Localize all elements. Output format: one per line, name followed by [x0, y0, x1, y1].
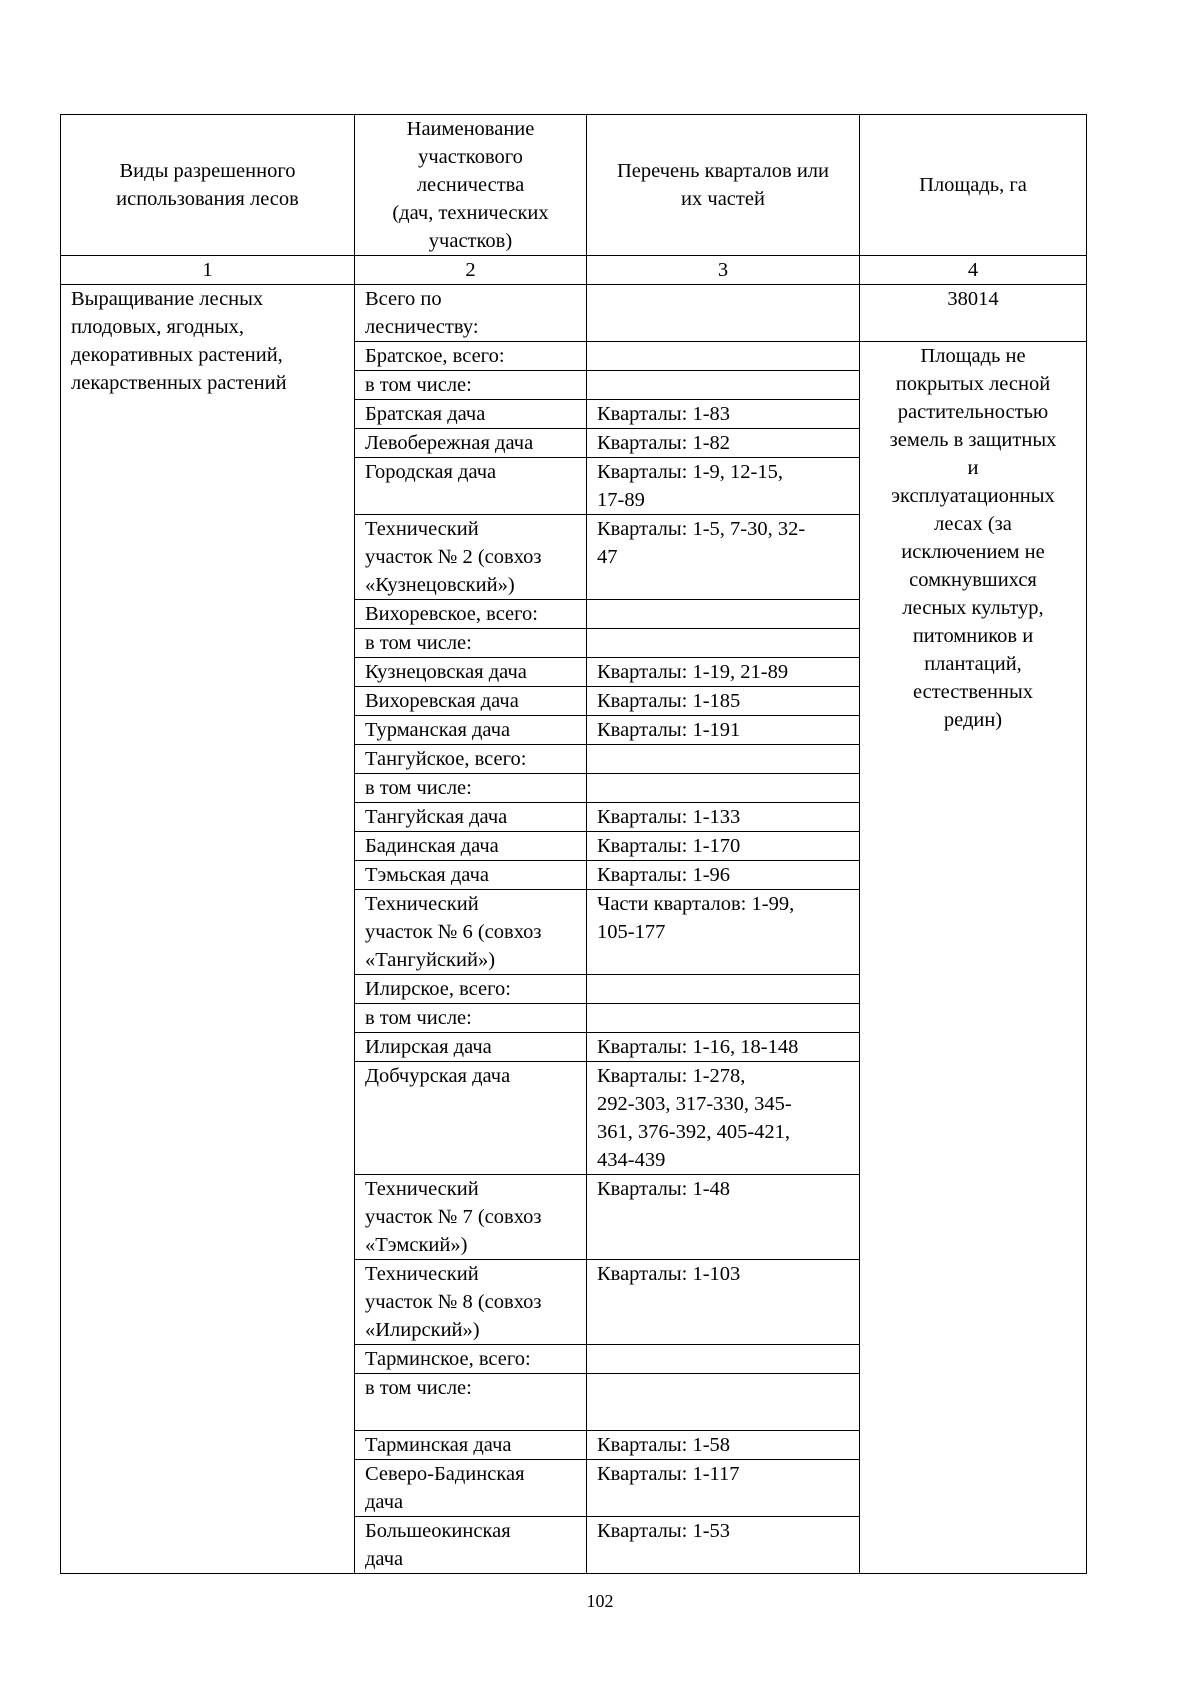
text-line: Площадь не	[920, 345, 1026, 367]
text-line: Кварталы: 1-82	[597, 432, 731, 454]
forestry-name-cell	[355, 687, 587, 716]
text-line: Тэмьская дача	[365, 864, 489, 886]
quarters-cell	[587, 1431, 860, 1460]
forestry-name-cell	[355, 629, 587, 658]
total-area-cell: 38014	[860, 285, 1087, 342]
text-line: Кварталы: 1-5, 7-30, 32-	[597, 518, 806, 540]
text-line: и	[967, 457, 979, 479]
forestry-name-cell	[355, 861, 587, 890]
quarters-cell	[587, 745, 860, 774]
text-line: их частей	[681, 188, 765, 210]
text-line: Перечень кварталов или	[617, 160, 829, 182]
text-line: участок № 8 (совхоз	[365, 1291, 542, 1313]
column-number: 3	[587, 256, 860, 285]
quarters-cell	[587, 832, 860, 861]
text-line: Братская дача	[365, 403, 486, 425]
text-line: «Кузнецовский»)	[365, 574, 515, 596]
text-line: дача	[365, 1548, 404, 1570]
forestry-name-cell	[355, 745, 587, 774]
text-line: Кварталы: 1-170	[597, 835, 741, 857]
text-line: использования лесов	[116, 188, 299, 210]
text-line: Кварталы: 1-48	[597, 1178, 731, 1200]
quarters-cell	[587, 687, 860, 716]
text-line: редин)	[943, 709, 1003, 731]
forest-use-table	[60, 114, 1087, 1574]
text-line: в том числе:	[365, 777, 472, 799]
text-line: декоративных растений,	[71, 344, 283, 366]
text-line: Вихоревское, всего:	[365, 603, 538, 625]
column-numbers-row	[61, 256, 1087, 285]
quarters-cell	[587, 1517, 860, 1574]
text-line: Илирская дача	[365, 1036, 492, 1058]
header-row	[61, 115, 1087, 256]
forestry-name-cell	[355, 285, 587, 342]
text-line: Части кварталов: 1-99,	[597, 893, 795, 915]
text-line: Технический	[365, 518, 479, 540]
text-line: покрытых лесной	[895, 373, 1051, 395]
text-line: (дач, технических	[392, 202, 549, 224]
forestry-name-cell	[355, 1431, 587, 1460]
text-line: участок № 2 (совхоз	[365, 546, 542, 568]
column-number: 1	[61, 256, 355, 285]
text-line: Площадь, га	[919, 174, 1027, 196]
forestry-name-cell	[355, 342, 587, 371]
quarters-cell	[587, 1345, 860, 1374]
text-line: участкового	[418, 146, 523, 168]
forestry-name-cell	[355, 1004, 587, 1033]
text-line: Кварталы: 1-185	[597, 690, 741, 712]
text-line: лесах (за	[934, 513, 1012, 535]
text-line: Большеокинская	[365, 1520, 511, 1542]
text-line: лекарственных растений	[71, 372, 287, 394]
forestry-name-cell	[355, 975, 587, 1004]
forestry-name-cell	[355, 1517, 587, 1574]
text-line: питомников и	[912, 625, 1034, 647]
text-line: Бадинская дача	[365, 835, 499, 857]
forestry-name-cell	[355, 600, 587, 629]
header-use-type	[61, 115, 355, 256]
forestry-name-cell	[355, 658, 587, 687]
text-line: «Тэмский»)	[365, 1234, 468, 1256]
text-line: Кварталы: 1-103	[597, 1263, 741, 1285]
quarters-cell	[587, 429, 860, 458]
text-line: 47	[597, 546, 618, 568]
text-line: 17-89	[597, 489, 645, 511]
forestry-name-cell	[355, 400, 587, 429]
forestry-name-cell	[355, 1033, 587, 1062]
quarters-cell	[587, 890, 860, 975]
quarters-cell	[587, 1033, 860, 1062]
quarters-cell	[587, 1260, 860, 1345]
text-line: Кварталы: 1-9, 12-15,	[597, 461, 784, 483]
text-line: исключением не	[901, 541, 1045, 563]
quarters-cell	[587, 1374, 860, 1431]
quarters-cell	[587, 458, 860, 515]
text-line: участков)	[428, 230, 513, 252]
text-line: Северо-Бадинская	[365, 1463, 525, 1485]
text-line	[365, 1149, 370, 1171]
text-line: Турманская дача	[365, 719, 511, 741]
forestry-name-cell	[355, 890, 587, 975]
forestry-name-cell	[355, 716, 587, 745]
forestry-name-cell	[355, 1175, 587, 1260]
quarters-cell	[587, 658, 860, 687]
use-type-cell	[61, 285, 355, 1574]
text-line: Добчурская дача	[365, 1065, 511, 1087]
forestry-name-cell	[355, 832, 587, 861]
forestry-name-cell	[355, 1374, 587, 1431]
text-line: сомкнувшихся	[909, 569, 1037, 591]
text-line: в том числе:	[365, 1377, 472, 1399]
forestry-name-cell	[355, 1062, 587, 1175]
forestry-name-cell	[355, 803, 587, 832]
text-line: 105-177	[597, 921, 666, 943]
forestry-name-cell	[355, 371, 587, 400]
text-line: Городская дача	[365, 461, 497, 483]
text-line: эксплуатационных	[891, 485, 1055, 507]
text-line: Кузнецовская дача	[365, 661, 527, 683]
text-line: Братское, всего:	[365, 345, 505, 367]
text-line: Кварталы: 1-117	[597, 1463, 740, 1485]
text-line: Кварталы: 1-96	[597, 864, 731, 886]
text-line: растительностью	[897, 401, 1049, 423]
text-line: участок № 6 (совхоз	[365, 921, 542, 943]
text-line: естественных	[913, 681, 1033, 703]
quarters-cell	[587, 716, 860, 745]
text-line: плодовых, ягодных,	[71, 316, 245, 338]
text-line: Кварталы: 1-278,	[597, 1065, 746, 1087]
text-line: лесничеству:	[365, 316, 479, 338]
forestry-name-cell	[355, 774, 587, 803]
text-line: Тангуйское, всего:	[365, 748, 527, 770]
text-line: лесных культур,	[902, 597, 1044, 619]
quarters-cell	[587, 371, 860, 400]
forestry-name-cell	[355, 1460, 587, 1517]
page-number: 102	[586, 1591, 614, 1611]
text-line: «Илирский»)	[365, 1319, 480, 1341]
forestry-name-cell	[355, 458, 587, 515]
column-number: 4	[860, 256, 1087, 285]
text-line: дача	[365, 1491, 404, 1513]
text-line: «Тангуйский»)	[365, 949, 496, 971]
text-line: Технический	[365, 893, 479, 915]
table-row	[61, 285, 1087, 342]
text-line: 361, 376-392, 405-421,	[597, 1121, 791, 1143]
text-line: участок № 7 (совхоз	[365, 1206, 542, 1228]
text-line	[365, 489, 370, 511]
header-forestry-name	[355, 115, 587, 256]
quarters-cell	[587, 342, 860, 371]
text-line: в том числе:	[365, 632, 472, 654]
quarters-cell	[587, 803, 860, 832]
text-line: лесничества	[416, 174, 525, 196]
text-line: 292-303, 317-330, 345-	[597, 1093, 792, 1115]
quarters-cell	[587, 1175, 860, 1260]
quarters-cell	[587, 774, 860, 803]
text-line: Тарминская дача	[365, 1434, 512, 1456]
forestry-name-cell	[355, 1260, 587, 1345]
text-line: в том числе:	[365, 374, 472, 396]
area-note-cell	[860, 342, 1087, 1574]
text-line: Кварталы: 1-53	[597, 1520, 731, 1542]
text-line: Тарминское, всего:	[365, 1348, 531, 1370]
quarters-cell	[587, 975, 860, 1004]
quarters-cell	[587, 285, 860, 342]
text-line	[365, 1121, 370, 1143]
text-line: Технический	[365, 1263, 479, 1285]
quarters-cell	[587, 629, 860, 658]
text-line: Выращивание лесных	[71, 288, 264, 310]
text-line: в том числе:	[365, 1007, 472, 1029]
text-line: Левобережная дача	[365, 432, 534, 454]
forestry-name-cell	[355, 1345, 587, 1374]
quarters-cell	[587, 515, 860, 600]
text-line: Кварталы: 1-19, 21-89	[597, 661, 789, 683]
quarters-cell	[587, 600, 860, 629]
text-line: земель в защитных	[889, 429, 1057, 451]
text-line: Кварталы: 1-191	[597, 719, 741, 741]
quarters-cell	[587, 1062, 860, 1175]
text-line: Технический	[365, 1178, 479, 1200]
text-line: Кварталы: 1-83	[597, 403, 731, 425]
text-line: Всего по	[365, 288, 442, 310]
text-line: Тангуйская дача	[365, 806, 508, 828]
text-line: Кварталы: 1-133	[597, 806, 741, 828]
quarters-cell	[587, 1460, 860, 1517]
header-quarters-list	[587, 115, 860, 256]
quarters-cell	[587, 1004, 860, 1033]
text-line: Илирское, всего:	[365, 978, 511, 1000]
text-line: Виды разрешенного	[119, 160, 296, 182]
text-line: 434-439	[597, 1149, 666, 1171]
text-line: Вихоревская дача	[365, 690, 519, 712]
text-line: Кварталы: 1-58	[597, 1434, 731, 1456]
text-line: Кварталы: 1-16, 18-148	[597, 1036, 799, 1058]
forestry-name-cell	[355, 515, 587, 600]
text-line: плантаций,	[924, 653, 1022, 675]
quarters-cell	[587, 400, 860, 429]
quarters-cell	[587, 861, 860, 890]
column-number: 2	[355, 256, 587, 285]
forestry-name-cell	[355, 429, 587, 458]
text-line	[365, 1093, 370, 1115]
text-line: Наименование	[406, 118, 535, 140]
text-line	[365, 1405, 370, 1427]
header-area	[860, 115, 1087, 256]
